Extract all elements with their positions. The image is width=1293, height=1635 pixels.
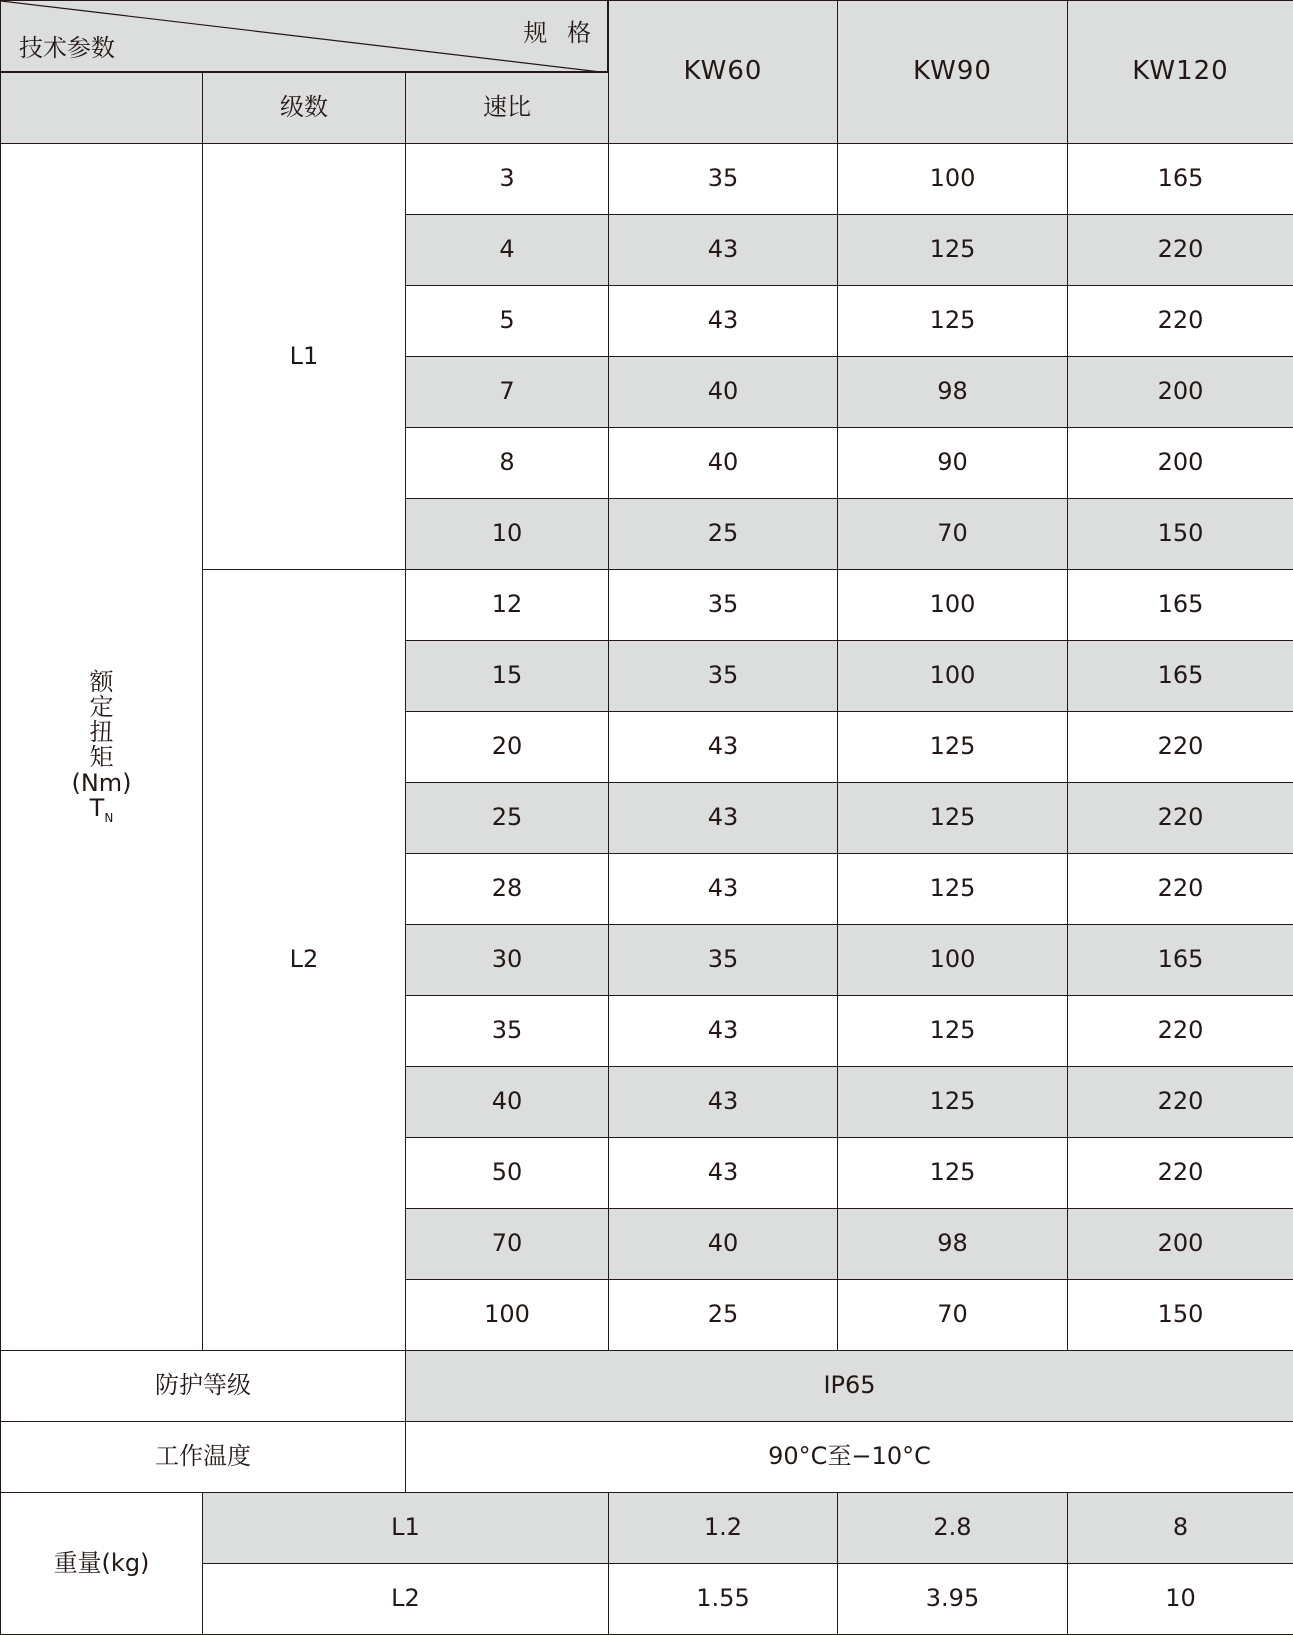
torque-value-kw90: 125 — [837, 995, 1068, 1067]
ratio-cell: 4 — [405, 214, 609, 286]
torque-value-kw90: 125 — [837, 214, 1068, 286]
torque-label-char: 定 — [89, 693, 114, 722]
torque-value-kw90: 125 — [837, 285, 1068, 357]
torque-value-kw90: 98 — [837, 356, 1068, 428]
torque-value-kw60: 40 — [608, 356, 838, 428]
torque-value-kw60: 25 — [608, 1279, 838, 1351]
header-model-kw120: KW120 — [1067, 0, 1293, 144]
torque-value-kw60: 40 — [608, 1208, 838, 1280]
weight-value-kw120: 10 — [1067, 1563, 1293, 1635]
ratio-cell: 20 — [405, 711, 609, 783]
ratio-cell: 12 — [405, 569, 609, 641]
torque-value-kw120: 220 — [1067, 711, 1293, 783]
ratio-cell: 30 — [405, 924, 609, 996]
weight-stage-l1: L1 — [202, 1492, 609, 1564]
torque-value-kw90: 125 — [837, 1137, 1068, 1209]
torque-label-text — [71, 667, 132, 825]
torque-value-kw90: 125 — [837, 782, 1068, 854]
weight-value-kw90: 3.95 — [837, 1563, 1068, 1635]
torque-value-kw60: 25 — [608, 498, 838, 570]
torque-value-kw120: 150 — [1067, 498, 1293, 570]
stage-cell-l2: L2 — [202, 569, 406, 1351]
ratio-cell: 3 — [405, 143, 609, 215]
torque-value-kw90: 100 — [837, 924, 1068, 996]
tech-params-label: 技术参数 — [19, 34, 115, 62]
ratio-cell: 15 — [405, 640, 609, 712]
torque-value-kw90: 70 — [837, 498, 1068, 570]
ratio-cell: 40 — [405, 1066, 609, 1138]
header-model-kw60: KW60 — [608, 0, 838, 144]
torque-label-char: 矩 — [89, 743, 114, 772]
ratio-cell: 10 — [405, 498, 609, 570]
header-stages: 级数 — [202, 72, 406, 144]
torque-unit: (Nm) — [71, 768, 132, 797]
torque-value-kw60: 35 — [608, 924, 838, 996]
ratio-cell: 8 — [405, 427, 609, 499]
torque-value-kw120: 220 — [1067, 1066, 1293, 1138]
torque-value-kw60: 43 — [608, 1066, 838, 1138]
weight-value-kw60: 1.55 — [608, 1563, 838, 1635]
torque-value-kw60: 43 — [608, 853, 838, 925]
torque-value-kw90: 90 — [837, 427, 1068, 499]
weight-value-kw120: 8 — [1067, 1492, 1293, 1564]
torque-value-kw60: 35 — [608, 569, 838, 641]
torque-value-kw120: 220 — [1067, 995, 1293, 1067]
ratio-cell: 100 — [405, 1279, 609, 1351]
torque-value-kw60: 43 — [608, 782, 838, 854]
torque-value-kw120: 165 — [1067, 143, 1293, 215]
temperature-value: 90°C至−10°C — [405, 1421, 1293, 1493]
torque-value-kw120: 150 — [1067, 1279, 1293, 1351]
header-diagonal-cell — [0, 0, 608, 72]
weight-value-kw60: 1.2 — [608, 1492, 838, 1564]
torque-value-kw90: 125 — [837, 1066, 1068, 1138]
header-ratio: 速比 — [405, 72, 609, 144]
header-model-kw90: KW90 — [837, 0, 1068, 144]
torque-value-kw120: 220 — [1067, 853, 1293, 925]
ratio-cell: 7 — [405, 356, 609, 428]
torque-symbol — [89, 793, 114, 825]
torque-value-kw120: 220 — [1067, 782, 1293, 854]
torque-label-char: 扭 — [89, 718, 114, 747]
torque-value-kw90: 100 — [837, 569, 1068, 641]
protection-value: IP65 — [405, 1350, 1293, 1422]
torque-value-kw120: 200 — [1067, 1208, 1293, 1280]
ratio-cell: 25 — [405, 782, 609, 854]
ratio-cell: 70 — [405, 1208, 609, 1280]
torque-value-kw60: 43 — [608, 711, 838, 783]
header-blank — [0, 72, 203, 144]
spec-label: 规 格 — [523, 19, 597, 47]
weight-value-kw90: 2.8 — [837, 1492, 1068, 1564]
torque-value-kw90: 100 — [837, 640, 1068, 712]
torque-label-char: 额 — [89, 667, 114, 696]
torque-value-kw90: 70 — [837, 1279, 1068, 1351]
protection-label: 防护等级 — [0, 1350, 406, 1422]
torque-value-kw90: 100 — [837, 143, 1068, 215]
ratio-cell: 50 — [405, 1137, 609, 1209]
torque-value-kw60: 43 — [608, 285, 838, 357]
stage-cell-l1: L1 — [202, 143, 406, 570]
temperature-label: 工作温度 — [0, 1421, 406, 1493]
torque-value-kw60: 35 — [608, 143, 838, 215]
weight-stage-l2: L2 — [202, 1563, 609, 1635]
torque-symbol-sub: N — [104, 810, 114, 825]
torque-value-kw60: 40 — [608, 427, 838, 499]
torque-value-kw120: 165 — [1067, 640, 1293, 712]
ratio-cell: 5 — [405, 285, 609, 357]
torque-value-kw120: 220 — [1067, 1137, 1293, 1209]
torque-value-kw90: 98 — [837, 1208, 1068, 1280]
torque-value-kw60: 43 — [608, 214, 838, 286]
torque-value-kw60: 43 — [608, 995, 838, 1067]
torque-value-kw120: 220 — [1067, 285, 1293, 357]
torque-value-kw120: 200 — [1067, 427, 1293, 499]
ratio-cell: 35 — [405, 995, 609, 1067]
weight-label: 重量(kg) — [0, 1492, 203, 1635]
torque-value-kw60: 35 — [608, 640, 838, 712]
ratio-cell: 28 — [405, 853, 609, 925]
torque-label — [0, 143, 203, 1351]
torque-value-kw120: 200 — [1067, 356, 1293, 428]
torque-value-kw120: 165 — [1067, 569, 1293, 641]
torque-value-kw120: 220 — [1067, 214, 1293, 286]
torque-value-kw120: 165 — [1067, 924, 1293, 996]
torque-value-kw90: 125 — [837, 711, 1068, 783]
torque-symbol-main: T — [89, 793, 105, 822]
torque-value-kw90: 125 — [837, 853, 1068, 925]
torque-value-kw60: 43 — [608, 1137, 838, 1209]
